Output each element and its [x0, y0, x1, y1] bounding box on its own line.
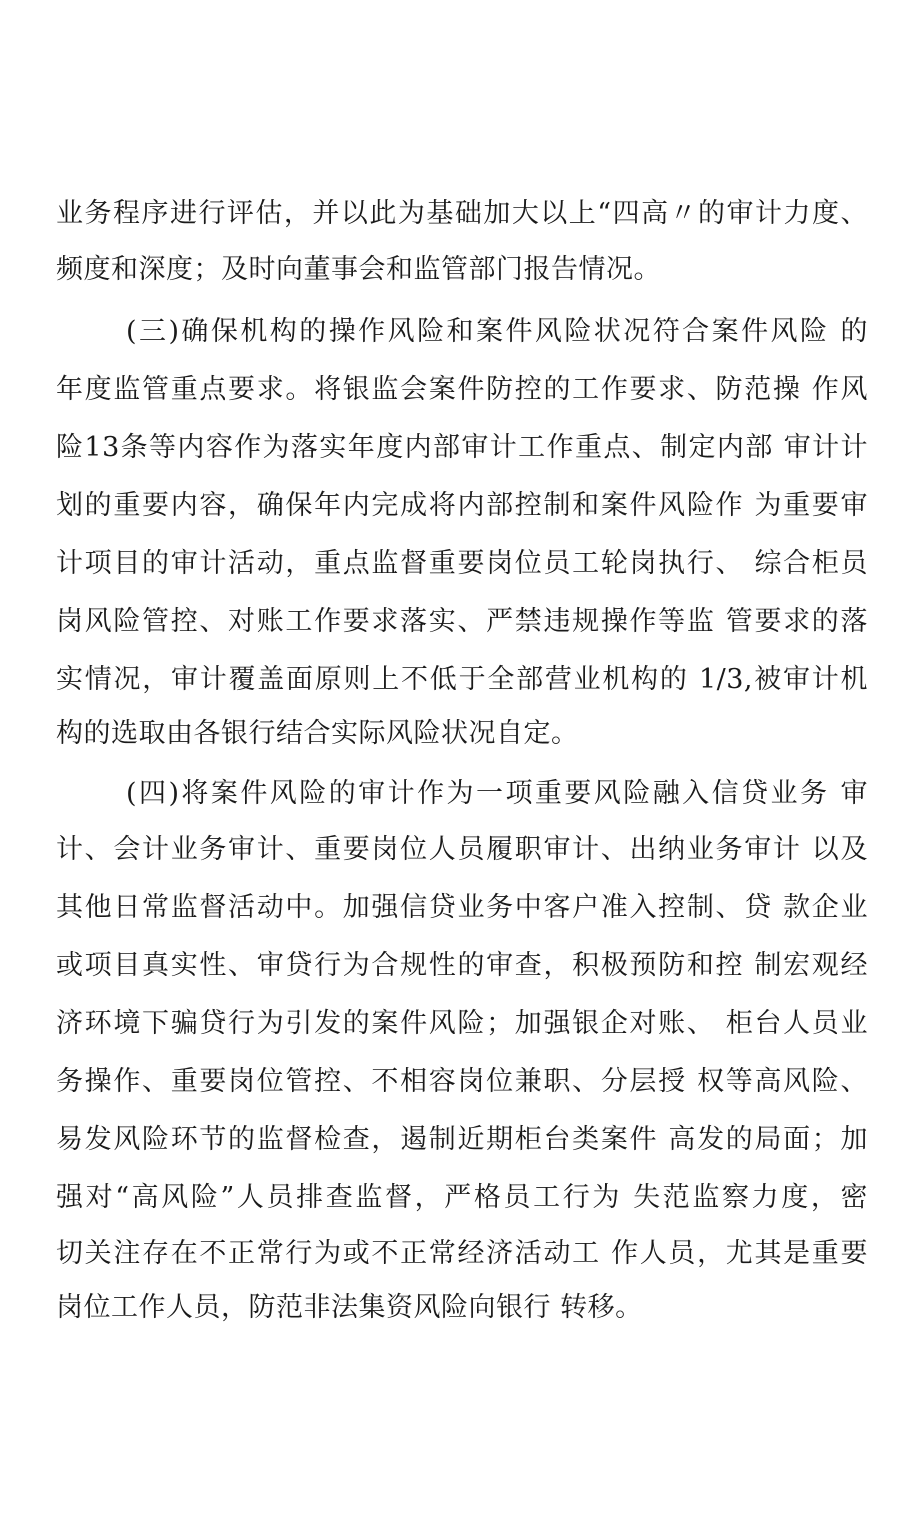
paragraph-line: 计项目的审计活动，重点监督重要岗位员工轮岗执行、 综合柜员 — [56, 548, 868, 579]
paragraph-line: 岗风险管控、对账工作要求落实、严禁违规操作等监 管要求的落 — [56, 606, 868, 637]
paragraph-line: 构的选取由各银行结合实际风险状况自定。 — [56, 718, 579, 749]
paragraph-line: 计、会计业务审计、重要岗位人员履职审计、出纳业务审计 以及 — [56, 834, 868, 865]
paragraph-line: 切关注存在不正常行为或不正常经济活动工 作人员，尤其是重要 — [56, 1238, 868, 1269]
paragraph-line: 险13条等内容作为落实年度内部审计工作重点、制定内部 审计计 — [56, 432, 868, 463]
paragraph-line: 其他日常监督活动中。加强信贷业务中客户准入控制、贷 款企业 — [56, 892, 868, 923]
section-heading-line: (三)确保机构的操作风险和案件风险状况符合案件风险 的 — [126, 316, 868, 347]
paragraph-line: 务操作、重要岗位管控、不相容岗位兼职、分层授 权等高风险、 — [56, 1066, 868, 1097]
paragraph-line: 济环境下骗贷行为引发的案件风险；加强银企对账、 柜台人员业 — [56, 1008, 868, 1039]
paragraph-line: 频度和深度；及时向董事会和监管部门报告情况。 — [56, 254, 661, 285]
paragraph-line: 划的重要内容，确保年内完成将内部控制和案件风险作 为重要审 — [56, 490, 868, 521]
paragraph-line: 强对“高风险”人员排查监督，严格员工行为 失范监察力度，密 — [56, 1182, 868, 1213]
paragraph-line: 岗位工作人员，防范非法集资风险向银行 转移。 — [56, 1292, 643, 1323]
paragraph-line: 或项目真实性、审贷行为合规性的审查，积极预防和控 制宏观经 — [56, 950, 868, 981]
section-heading-line: (四)将案件风险的审计作为一项重要风险融入信贷业务 审 — [126, 778, 868, 809]
paragraph-line: 易发风险环节的监督检查，遏制近期柜台类案件 高发的局面；加 — [56, 1124, 868, 1155]
paragraph-line: 业务程序进行评估，并以此为基础加大以上“四高〃的审计力度、 — [56, 198, 868, 229]
paragraph-line: 年度监管重点要求。将银监会案件防控的工作要求、防范操 作风 — [56, 374, 868, 405]
paragraph-line: 实情况，审计覆盖面原则上不低于全部营业机构的 1/3,被审计机 — [56, 664, 868, 695]
